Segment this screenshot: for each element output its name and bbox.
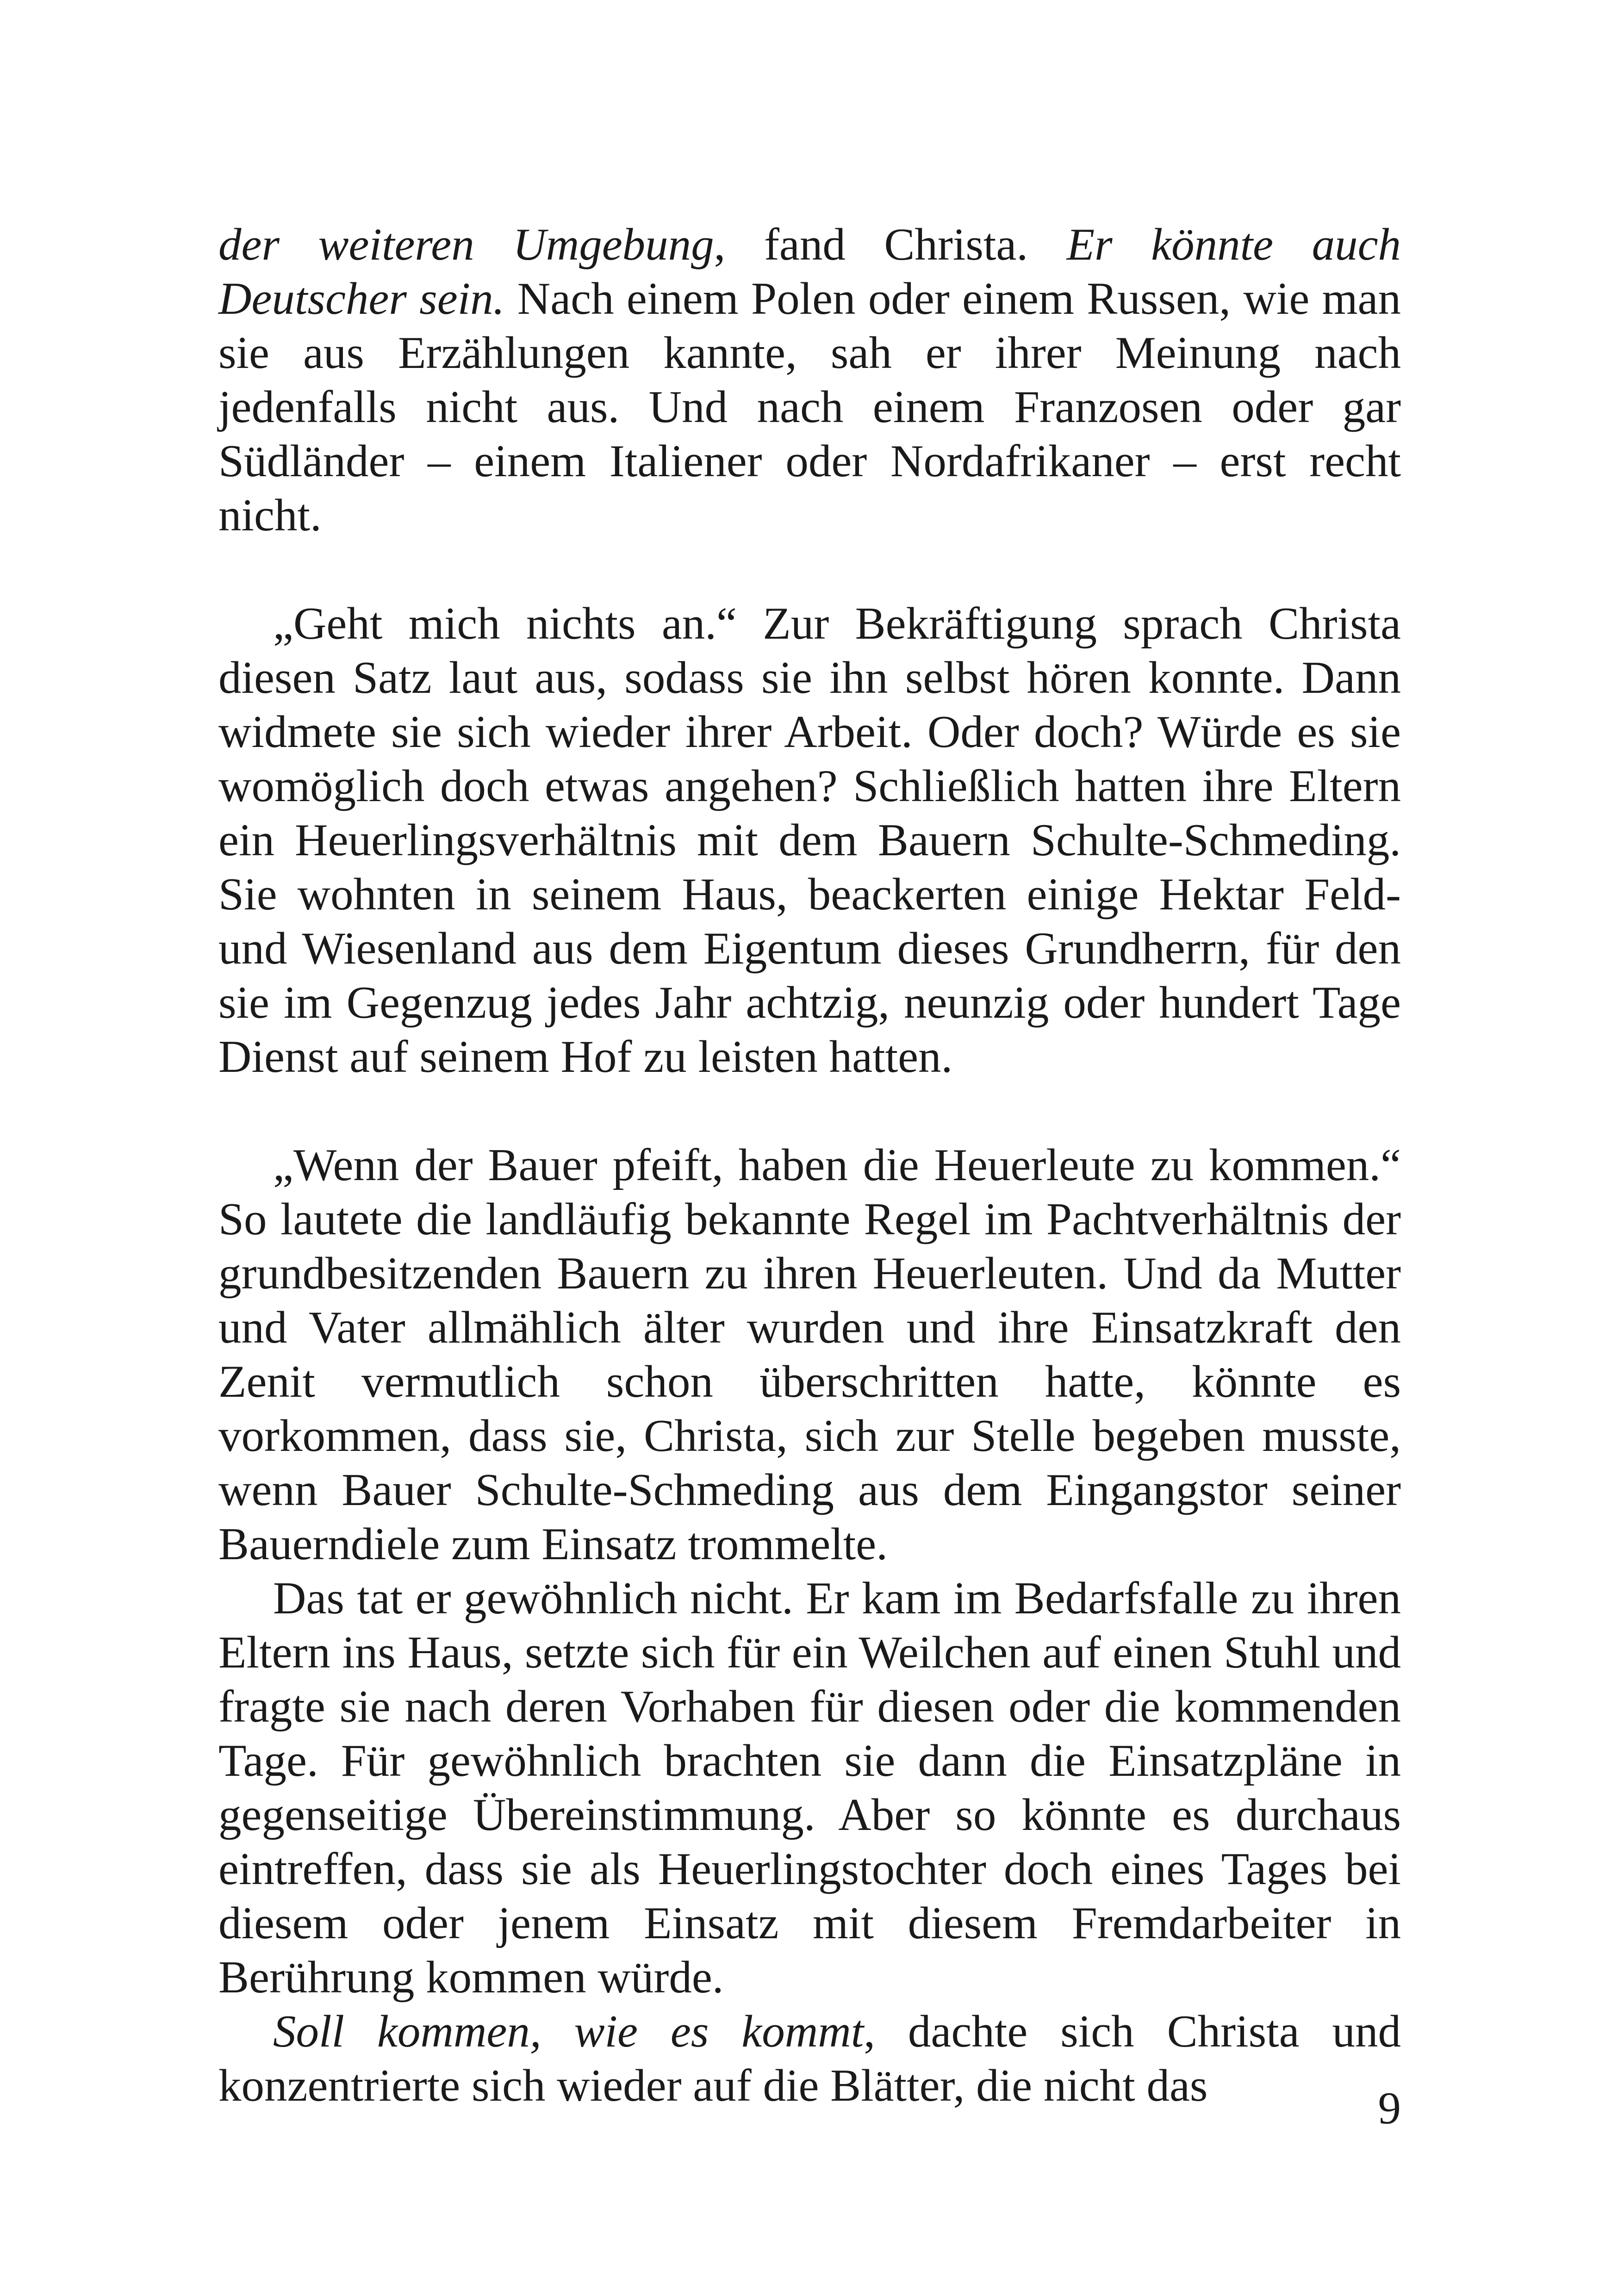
- paragraph-1-text-2: Nach einem Polen oder einem Russen, wie man sie aus Erzählungen kannte, sah er ihrer Meinung nach jedenfalls nicht aus. Und nach einem Franzosen oder gar Südländer – einem Italiener oder Nordafrikaner – erst recht nicht.: [218, 274, 1401, 541]
- paragraph-2: [218, 597, 1401, 1084]
- paragraph-1-italic-1: der weiteren Umgebung: [218, 219, 714, 270]
- page-number: 9: [1378, 2083, 1401, 2134]
- paragraph-1-italic-2: Er könnte auch Deutscher sein.: [218, 219, 1401, 324]
- paragraph-1: [218, 218, 1401, 542]
- paragraph-5-text-1: , dachte sich Christa und konzentrierte sich wieder auf die Blätter, die nicht das: [218, 2006, 1401, 2111]
- paragraph-5: [218, 2004, 1401, 2113]
- paragraph-3: [218, 1138, 1401, 1571]
- paragraph-4: [218, 1571, 1401, 2004]
- paragraph-1-text-1: , fand Christa.: [714, 219, 1067, 270]
- paragraph-2-text: „Geht mich nichts an.“ Zur Bekräftigung sprach Christa diesen Satz laut aus, sodass sie ihn selbst hören konnte. Dann widmete sie sich wieder ihrer Arbeit. Oder doch? Würde es sie womöglich doch etwas angehen? Schließlich hatten ihre Eltern ein Heuerlingsverhältnis mit dem Bauern Schulte-Schmeding. Sie wohnten in seinem Haus, beackerten einige Hektar Feld- und Wiesenland aus dem Eigentum dieses Grundherrn, für den sie im Gegenzug jedes Jahr achtzig, neunzig oder hundert Tage Dienst auf seinem Hof zu leisten hatten.: [218, 598, 1401, 1082]
- paragraph-3-text: „Wenn der Bauer pfeift, haben die Heuerleute zu kommen.“ So lautete die landläufig bekannte Regel im Pachtverhältnis der grundbesitzenden Bauern zu ihren Heuerleuten. Und da Mutter und Vater allmählich älter wurden und ihre Einsatzkraft den Zenit vermutlich schon überschritten hatte, könnte es vorkommen, dass sie, Christa, sich zur Stelle begeben musste, wenn Bauer Schulte-Schmeding aus dem Eingangstor seiner Bauerndiele zum Einsatz trommelte.: [218, 1140, 1401, 1569]
- paragraph-5-italic-1: Soll kommen, wie es kommt: [273, 2006, 864, 2057]
- paragraph-4-text: Das tat er gewöhnlich nicht. Er kam im Bedarfsfalle zu ihren Eltern ins Haus, setzte sich für ein Weilchen auf einen Stuhl und fragte sie nach deren Vorhaben für diesen oder die kommenden Tage. Für gewöhnlich brachten sie dann die Einsatzpläne in gegenseitige Übereinstimmung. Aber so könnte es durchaus eintreffen, dass sie als Heuerlingstochter doch eines Tages bei diesem oder jenem Einsatz mit diesem Fremdarbeiter in Berührung kommen würde.: [218, 1573, 1401, 2003]
- book-page-body: [218, 218, 1401, 2113]
